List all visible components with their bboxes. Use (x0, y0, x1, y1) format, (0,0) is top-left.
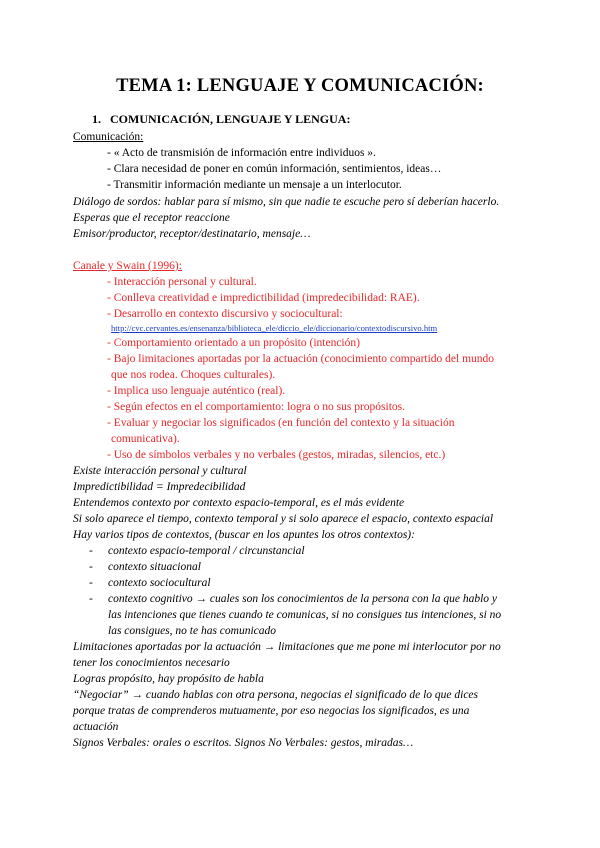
section-heading-text: COMUNICACIÓN, LENGUAJE Y LENGUA: (110, 112, 351, 126)
note-line: Impredictibilidad = Impredecibilidad (73, 481, 246, 493)
bullet-item-continuation: las consigues, no te has comunicado (108, 625, 277, 637)
list-item: - Clara necesidad de poner en común información, sentimientos, ideas… (107, 163, 442, 175)
note-line: Hay varios tipos de contextos, (buscar en los apuntes los otros contextos): (73, 529, 415, 541)
list-item: - Bajo limitaciones aportadas por la actuación (conocimiento compartido del mundo (107, 353, 495, 365)
note-line: Diálogo de sordos: hablar para sí mismo, sin que nadie te escuche pero sí deberían hacerlo. (73, 196, 500, 208)
bullet-marker: - (89, 593, 93, 605)
note-line: porque tratas de comprenderos mutuamente, por eso negocias los significados, es una (73, 705, 470, 717)
comunicacion-label: Comunicación: (73, 131, 144, 143)
bullet-item: contexto espacio-temporal / circunstancial (108, 545, 305, 557)
list-item: - « Acto de transmisión de información entre individuos ». (107, 147, 376, 159)
bullet-marker: - (89, 577, 93, 589)
bullet-marker: - (89, 545, 93, 557)
list-item: - Evaluar y negociar los significados (en función del contexto y la situación (107, 417, 455, 429)
section-number: 1. (92, 112, 101, 126)
list-item: - Desarrollo en contexto discursivo y sociocultural: (107, 308, 343, 320)
page-title: TEMA 1: LENGUAJE Y COMUNICACIÓN: (116, 76, 484, 96)
list-item: - Comportamiento orientado a un propósito (intención) (107, 337, 360, 349)
list-item: - Conlleva creatividad e impredictibilidad (impredecibilidad: RAE). (107, 292, 420, 304)
list-item-continuation: que nos rodea. Choques culturales). (111, 369, 276, 381)
list-item: - Uso de símbolos verbales y no verbales (gestos, miradas, silencios, etc.) (107, 449, 446, 461)
note-line: Logras propósito, hay propósito de habla (73, 673, 264, 685)
bullet-item: contexto situacional (108, 561, 201, 573)
note-line: Existe interacción personal y cultural (73, 465, 247, 477)
note-line: Esperas que el receptor reaccione (73, 212, 230, 224)
bullet-item: contexto cognitivo → cuales son los conocimientos de la persona con la que hablo y (108, 593, 498, 605)
note-line: Limitaciones aportadas por la actuación → limitaciones que me pone mi interlocutor por no (73, 641, 501, 653)
list-item: - Implica uso lenguaje auténtico (real). (107, 385, 286, 397)
canale-label: Canale y Swain (1996): (73, 260, 182, 272)
note-line: tener los conocimientos necesario (73, 657, 230, 669)
note-line: Si solo aparece el tiempo, contexto temporal y si solo aparece el espacio, contexto espacial (73, 513, 494, 525)
bullet-marker: - (89, 561, 93, 573)
list-item-continuation: comunicativa). (111, 433, 180, 445)
note-line: Signos Verbales: orales o escritos. Signos No Verbales: gestos, miradas… (73, 737, 414, 749)
section-heading (92, 112, 350, 127)
note-line: Emisor/productor, receptor/destinatario, mensaje… (73, 228, 311, 240)
note-line: Entendemos contexto por contexto espacio-temporal, es el más evidente (73, 497, 405, 509)
note-line: “Negociar” → cuando hablas con otra persona, negocias el significado de lo que dices (73, 689, 479, 701)
contexto-discursivo-link[interactable]: http://cvc.cervantes.es/ensenanza/biblioteca_ele/diccio_ele/diccionario/contextodiscursivo.htm (111, 323, 438, 333)
list-item: - Según efectos en el comportamiento: logra o no sus propósitos. (107, 401, 405, 413)
list-item: - Interacción personal y cultural. (107, 276, 257, 288)
note-line: actuación (73, 721, 119, 733)
bullet-item-continuation: las intenciones que tienes cuando te comunicas, si no consigues tus intenciones, si no (108, 609, 502, 621)
bullet-item: contexto sociocultural (108, 577, 211, 589)
list-item: - Transmitir información mediante un mensaje a un interlocutor. (107, 179, 402, 191)
